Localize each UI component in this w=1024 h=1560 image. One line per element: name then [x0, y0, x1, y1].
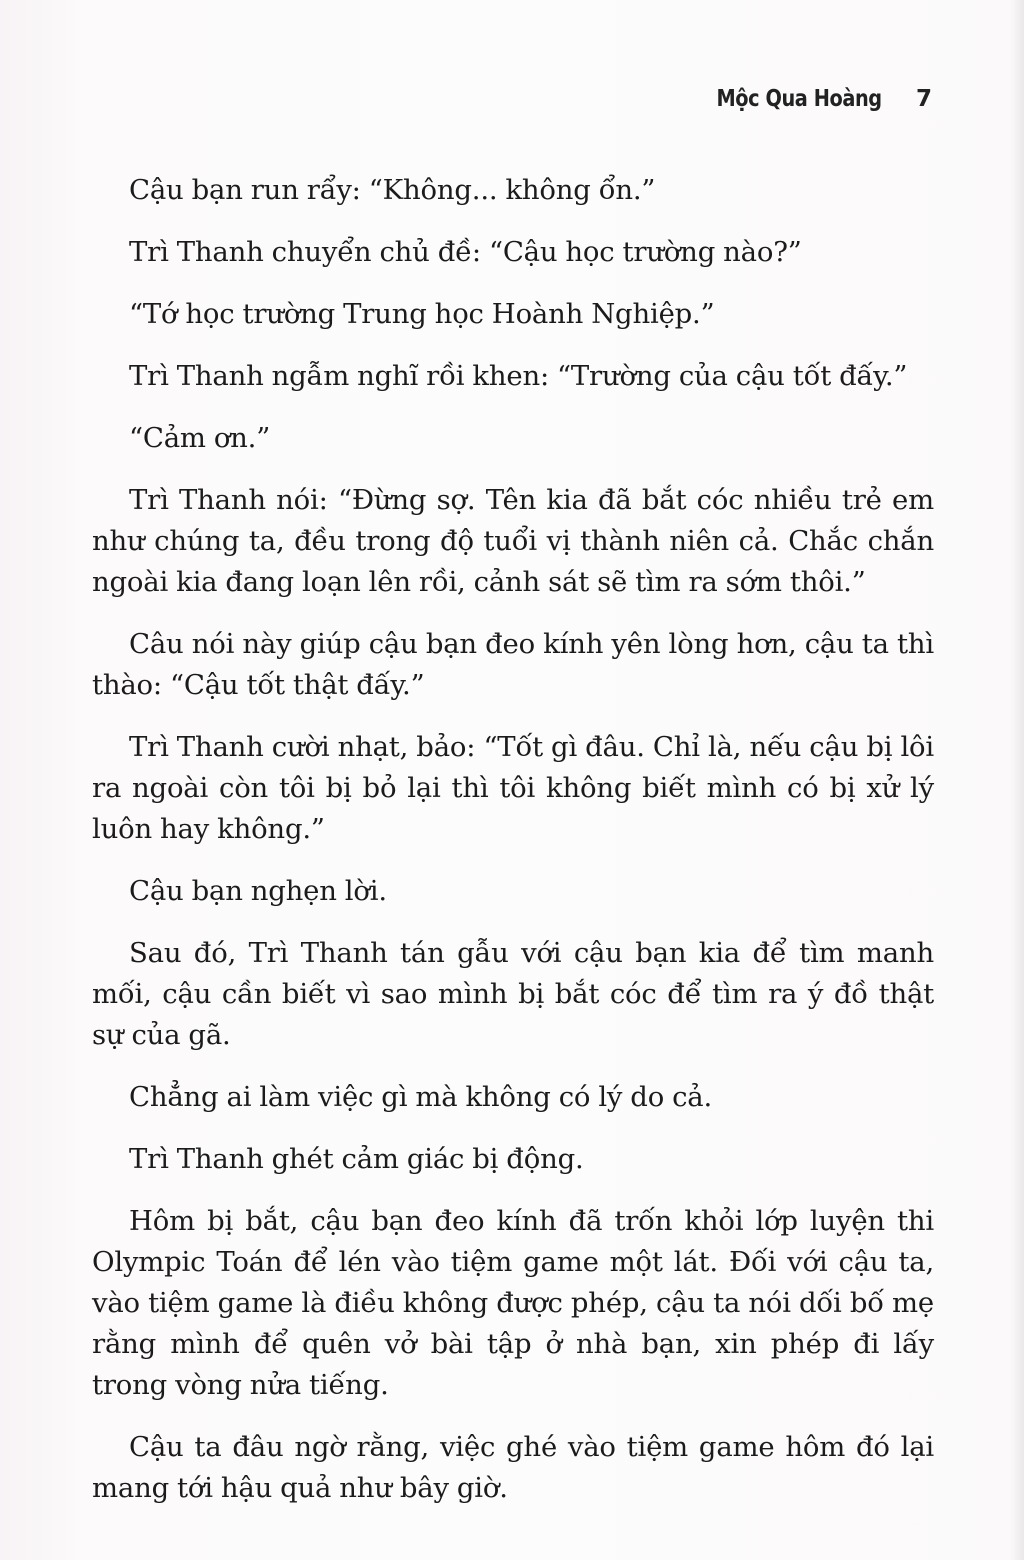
paragraph: Trì Thanh nói: “Đừng sợ. Tên kia đã bắt cóc nhiều trẻ em như chúng ta, đều trong độ tuổi vị thành niên cả. Chắc chắn ngoài kia đang loạn lên rồi, cảnh sát sẽ tìm ra sớm thôi.” — [92, 484, 934, 598]
page-number: 7 — [915, 86, 932, 112]
paragraph: Hôm bị bắt, cậu bạn đeo kính đã trốn khỏi lớp luyện thi Olympic Toán để lén vào tiệm game một lát. Đối với cậu ta, vào tiệm game là điều không được phép, cậu ta nói dối bố mẹ rằng mình để quên vở bài tập ở nhà bạn, xin phép đi lấy trong vòng nửa tiếng. — [92, 1205, 934, 1401]
header-title: Mộc Qua Hoàng — [716, 86, 882, 112]
paragraph: Câu nói này giúp cậu bạn đeo kính yên lòng hơn, cậu ta thì thào: “Cậu tốt thật đấy.” — [92, 628, 934, 701]
paragraph: Trì Thanh ngẫm nghĩ rồi khen: “Trường của cậu tốt đấy.” — [129, 360, 908, 392]
paragraph: Trì Thanh ghét cảm giác bị động. — [129, 1143, 584, 1175]
paragraph: Cậu ta đâu ngờ rằng, việc ghé vào tiệm game hôm đó lại mang tới hậu quả như bây giờ. — [92, 1431, 934, 1504]
running-header — [685, 86, 932, 112]
paragraph: Chẳng ai làm việc gì mà không có lý do cả. — [129, 1081, 713, 1113]
paragraph: “Cảm ơn.” — [129, 422, 271, 454]
paragraph: “Tớ học trường Trung học Hoành Nghiệp.” — [129, 298, 715, 330]
body-text — [92, 170, 934, 1530]
paragraph: Cậu bạn run rẩy: “Không... không ổn.” — [129, 174, 656, 206]
paragraph: Sau đó, Trì Thanh tán gẫu với cậu bạn kia để tìm manh mối, cậu cần biết vì sao mình bị bắt cóc để tìm ra ý đồ thật sự của gã. — [92, 937, 934, 1051]
paragraph: Cậu bạn nghẹn lời. — [129, 875, 387, 907]
paragraph: Trì Thanh cười nhạt, bảo: “Tốt gì đâu. Chỉ là, nếu cậu bị lôi ra ngoài còn tôi bị bỏ lại thì tôi không biết mình có bị xử lý luôn hay không.” — [92, 731, 934, 845]
paragraph: Trì Thanh chuyển chủ đề: “Cậu học trường nào?” — [129, 236, 802, 268]
page-edge-shadow — [1010, 0, 1024, 1560]
